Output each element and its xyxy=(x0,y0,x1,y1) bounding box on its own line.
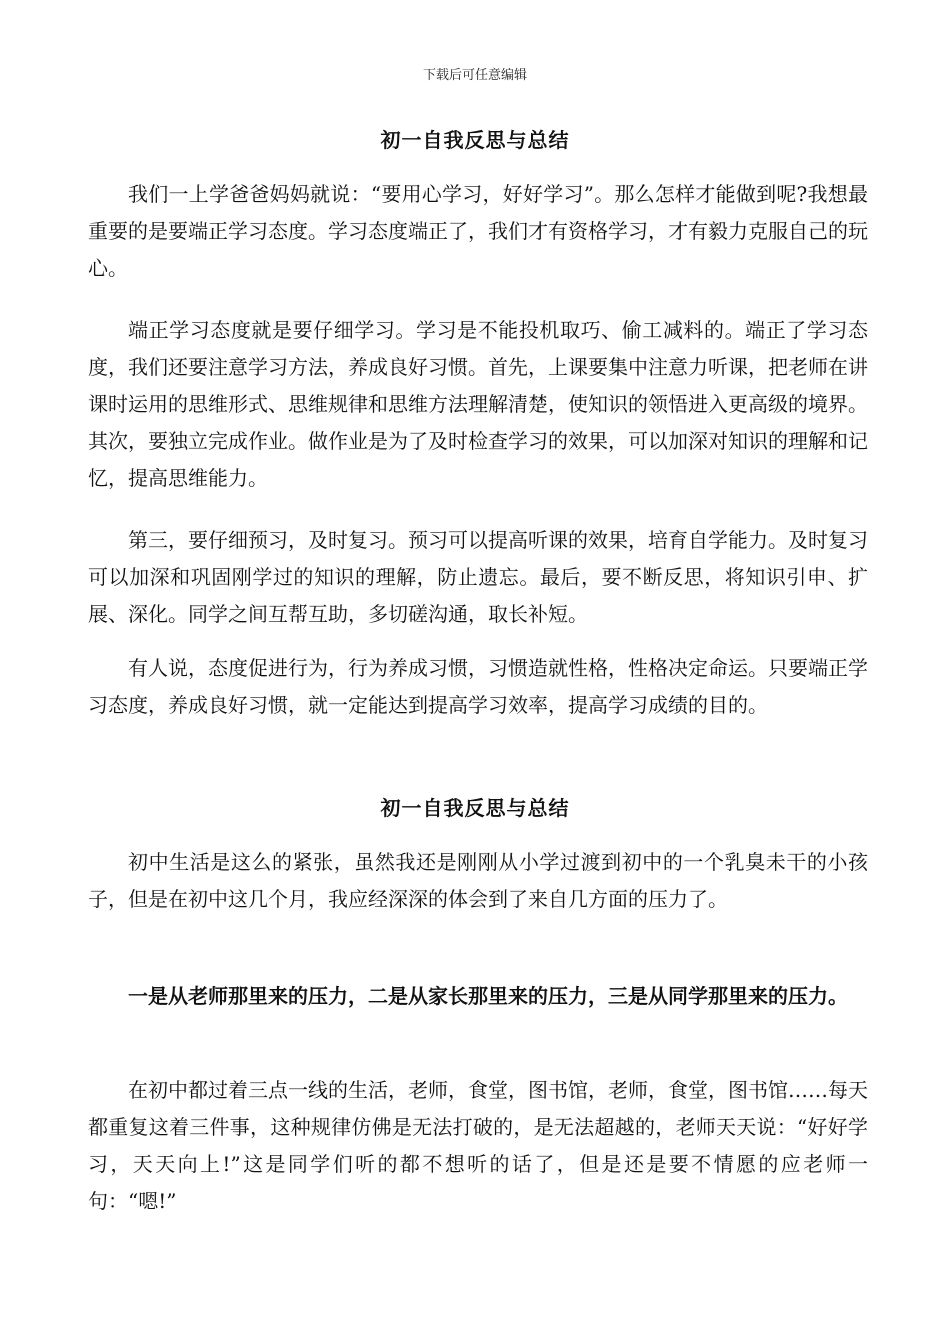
section-1-paragraph-2: 端正学习态度就是要仔细学习。学习是不能投机取巧、偷工减料的。端正了学习态度，我们还要注意学习方法，养成良好习惯。首先，上课要集中注意力听课，把老师在讲课时运用的思维形式、思维规律和思维方法理解清楚，使知识的领悟进入更高级的境界。其次，要独立完成作业。做作业是为了及时检查学习的效果，可以加深对知识的理解和记忆，提高思维能力。 xyxy=(88,318,868,490)
section-1-title: 初一自我反思与总结 xyxy=(380,128,570,152)
section-2-paragraph-1: 初中生活是这么的紧张，虽然我还是刚刚从小学过渡到初中的一个乳臭未干的小孩子，但是在初中这几个月，我应经深深的体会到了来自几方面的压力了。 xyxy=(88,850,868,911)
section-2-title: 初一自我反思与总结 xyxy=(380,796,570,820)
section-2-paragraph-3: 在初中都过着三点一线的生活，老师，食堂，图书馆，老师，食堂，图书馆……每天都重复这着三件事，这种规律仿佛是无法打破的，是无法超越的，老师天天说：“好好学习，天天向上!”这是同学们听的都不想听的话了，但是还是要不情愿的应老师一句：“嗯!” xyxy=(88,1078,868,1213)
page-header-note: 下载后可任意编辑 xyxy=(422,68,527,83)
section-1-paragraph-1: 我们一上学爸爸妈妈就说：“要用心学习，好好学习”。那么怎样才能做到呢?我想最重要的是要端正学习态度。学习态度端正了，我们才有资格学习，才有毅力克服自己的玩心。 xyxy=(88,182,868,280)
section-1-paragraph-3: 第三，要仔细预习，及时复习。预习可以提高听课的效果，培育自学能力。及时复习可以加深和巩固刚学过的知识的理解，防止遗忘。最后，要不断反思，将知识引申、扩展、深化。同学之间互帮互助，多切磋沟通，取长补短。 xyxy=(88,528,868,626)
section-2-paragraph-2-bold: 一是从老师那里来的压力，二是从家长那里来的压力，三是从同学那里来的压力。 xyxy=(128,984,848,1008)
section-1-paragraph-4: 有人说，态度促进行为，行为养成习惯，习惯造就性格，性格决定命运。只要端正学习态度，养成良好习惯，就一定能达到提高学习效率，提高学习成绩的目的。 xyxy=(88,656,868,717)
